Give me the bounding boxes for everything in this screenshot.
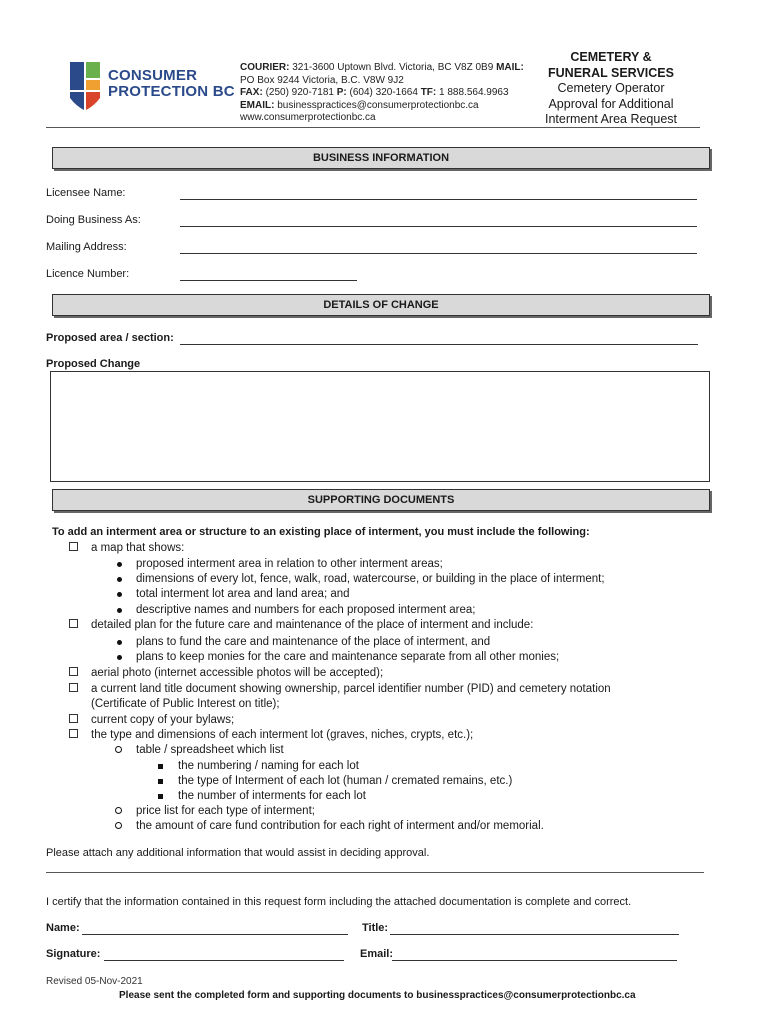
shield-logo-icon <box>68 60 102 112</box>
mail-label: MAIL: <box>496 62 524 73</box>
proposed-change-box[interactable] <box>50 371 710 482</box>
supporting-heading: SUPPORTING DOCUMENTS <box>52 489 710 511</box>
certify-divider <box>46 872 704 873</box>
checkbox[interactable] <box>69 542 78 551</box>
licensee-field[interactable] <box>180 199 697 200</box>
bullet-icon <box>117 562 122 567</box>
square-bullet-icon <box>158 779 163 784</box>
title-field[interactable] <box>390 934 679 935</box>
proposed-change-label: Proposed Change <box>46 358 141 370</box>
checkbox[interactable] <box>69 683 78 692</box>
signature-label: Signature: <box>46 948 101 960</box>
checkbox[interactable] <box>69 714 78 723</box>
square-bullet-icon <box>158 794 163 799</box>
tollfree-label: TF: <box>420 87 437 98</box>
title-line-5: Interment Area Request <box>544 112 678 126</box>
tollfree-text: 1 888.564.9963 <box>439 87 509 98</box>
header-divider <box>46 127 700 128</box>
fax-text: (250) 920-7181 <box>265 87 334 98</box>
logo-line-1: CONSUMER <box>108 67 198 84</box>
mailing-label: Mailing Address: <box>46 241 127 253</box>
send-instructions: Please sent the completed form and supporting documents to businesspractices@consumerprotectionbc.ca <box>119 990 636 1001</box>
revised-date: Revised 05-Nov-2021 <box>46 976 143 987</box>
list-item: the type of Interment of each lot (human / cremated remains, etc.) <box>158 774 512 789</box>
list-item: the amount of care fund contribution for each right of interment and/or memorial. <box>115 819 544 834</box>
bullet-icon <box>117 592 122 597</box>
bullet-icon <box>117 608 122 613</box>
name-label: Name: <box>46 922 80 934</box>
email-text[interactable]: businesspractices@consumerprotectionbc.ca <box>277 99 479 111</box>
list-item: the type and dimensions of each interment lot (graves, niches, crypts, etc.); <box>69 728 473 743</box>
certify-statement: I certify that the information contained in this request form including the attached documentation is complete and correct. <box>46 896 632 908</box>
email-label: EMAIL: <box>240 99 275 111</box>
licence-field[interactable] <box>180 280 357 281</box>
courier-label: COURIER: <box>240 62 290 73</box>
list-item: dimensions of every lot, fence, walk, road, watercourse, or building in the place of interment; <box>117 572 605 587</box>
form-title <box>534 50 688 128</box>
title-label: Title: <box>362 922 389 934</box>
title-line-2: FUNERAL SERVICES <box>548 65 674 80</box>
checkbox[interactable] <box>69 729 78 738</box>
logo-line-2: PROTECTION BC <box>108 83 235 100</box>
business-info-heading: BUSINESS INFORMATION <box>52 147 710 169</box>
checkbox[interactable] <box>69 667 78 676</box>
list-item: detailed plan for the future care and maintenance of the place of interment and include: <box>69 618 533 633</box>
email-field[interactable] <box>392 960 677 961</box>
details-heading: DETAILS OF CHANGE <box>52 294 710 316</box>
bullet-icon <box>117 640 122 645</box>
bullet-icon <box>117 655 122 660</box>
list-item-continued: (Certificate of Public Interest on title); <box>91 698 280 710</box>
hollow-bullet-icon <box>115 822 122 829</box>
list-item: total interment lot area and land area; and <box>117 587 350 602</box>
courier-text: 321-3600 Uptown Blvd. Victoria, BC V8Z 0B9 <box>292 62 494 73</box>
phone-text: (604) 320-1664 <box>349 87 418 98</box>
list-item: the number of interments for each lot <box>158 789 366 804</box>
email-field-label: Email: <box>360 948 394 960</box>
fax-label: FAX: <box>240 87 263 98</box>
dba-field[interactable] <box>180 226 697 227</box>
title-line-3: Cemetery Operator <box>557 81 665 95</box>
list-item: the numbering / naming for each lot <box>158 759 359 774</box>
checkbox[interactable] <box>69 619 78 628</box>
list-item: a map that shows: <box>69 541 184 556</box>
phone-label: P: <box>336 87 347 98</box>
proposed-area-field[interactable] <box>180 344 698 345</box>
licence-label: Licence Number: <box>46 268 130 280</box>
attach-note: Please attach any additional information that would assist in deciding approval. <box>46 847 430 859</box>
hollow-bullet-icon <box>115 807 122 814</box>
mailing-field[interactable] <box>180 253 697 254</box>
website-link[interactable]: www.consumerprotectionbc.ca <box>240 112 376 123</box>
square-bullet-icon <box>158 764 163 769</box>
list-item: plans to fund the care and maintenance of the place of interment, and <box>117 635 490 650</box>
list-item: aerial photo (internet accessible photos will be accepted); <box>69 666 383 681</box>
licensee-label: Licensee Name: <box>46 187 126 199</box>
bullet-icon <box>117 577 122 582</box>
title-line-4: Approval for Additional <box>548 96 674 111</box>
proposed-area-label: Proposed area / section: <box>46 332 174 344</box>
dba-label: Doing Business As: <box>46 214 141 226</box>
list-item: table / spreadsheet which list <box>115 743 284 758</box>
name-field[interactable] <box>82 934 348 935</box>
mail-text: PO Box 9244 Victoria, B.C. V8W 9J2 <box>240 74 404 86</box>
list-item: price list for each type of interment; <box>115 804 315 819</box>
title-line-1: CEMETERY & <box>570 50 652 64</box>
signature-field[interactable] <box>104 960 344 961</box>
list-item: descriptive names and numbers for each proposed interment area; <box>117 603 475 618</box>
list-item: current copy of your bylaws; <box>69 713 234 728</box>
list-item: a current land title document showing ownership, parcel identifier number (PID) and cemetery notation <box>69 682 611 697</box>
contact-info <box>240 62 524 125</box>
supporting-intro: To add an interment area or structure to an existing place of interment, you must include the following: <box>52 526 590 538</box>
list-item: plans to keep monies for the care and maintenance separate from all other monies; <box>117 650 559 665</box>
list-item: proposed interment area in relation to other interment areas; <box>117 557 443 572</box>
hollow-bullet-icon <box>115 746 122 753</box>
logo-text <box>108 68 235 100</box>
